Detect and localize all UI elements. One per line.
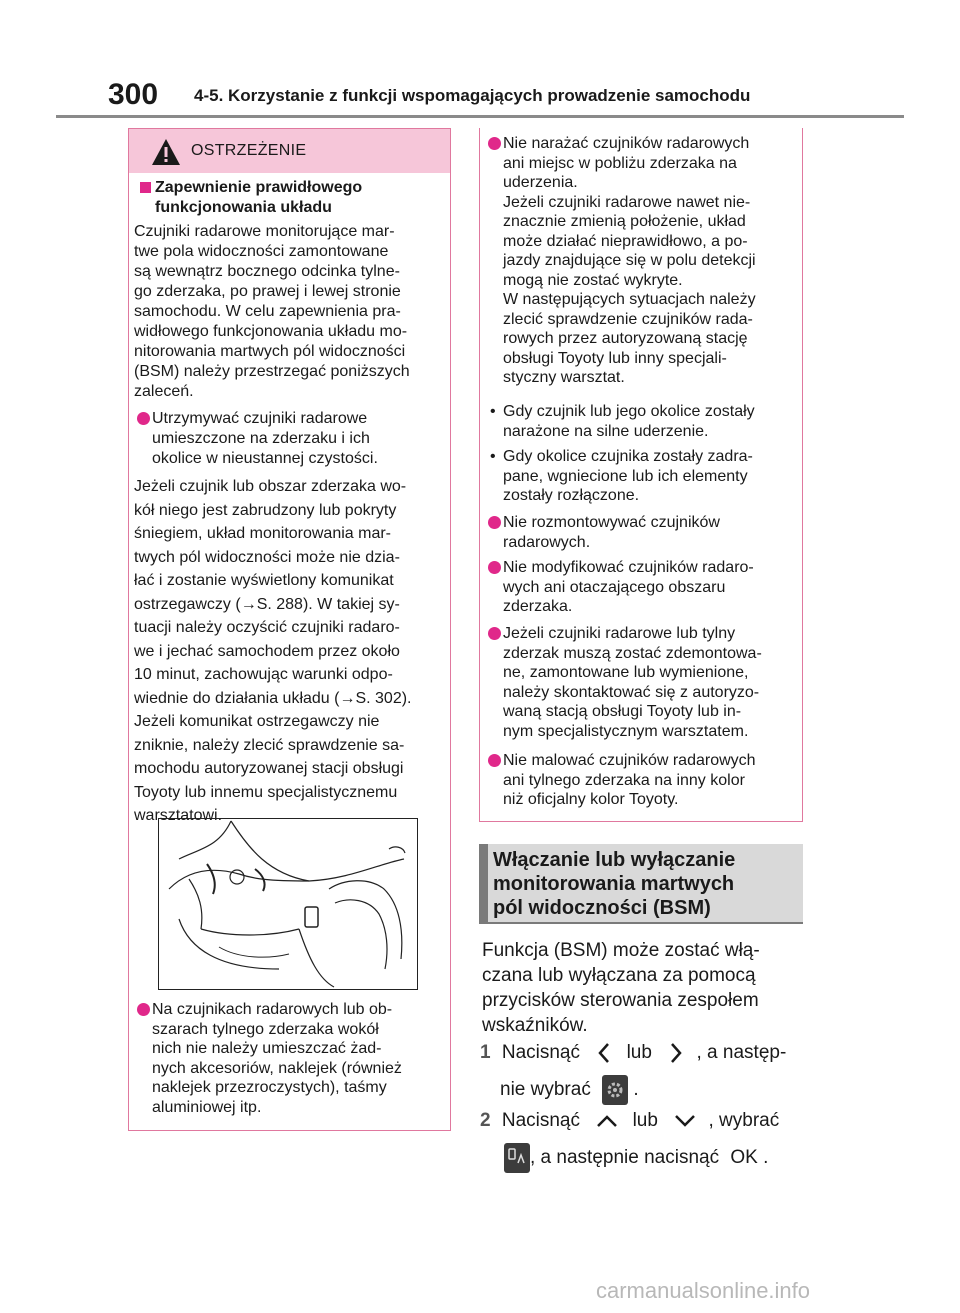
bullet-dot-icon — [488, 627, 501, 640]
car-rear-illustration — [158, 818, 418, 990]
warning-title: OSTRZEŻENIE — [191, 142, 307, 159]
body-paragraph: Funkcja (BSM) może zostać włą- czana lub wyłączana za pomocą przycisków sterowania zespołem wskaźników. — [482, 940, 760, 1036]
cleaning-paragraph: Jeżeli czujnik lub obszar zderzaka wo- kół niego jest zabrudzony lub pokryty śniegiem, układ monitorowania mar- twych pól widoczności może nie dzia- łać i zostanie wyświetlony komunikat ostrzegawczy (→S. 288). W takiej sy- tuacji należy oczyścić czujniki radaro- we i jechać samochodem przez około 10 minut, zachowując warunki odpo- wiednie do działania układu (→S. 302). Jeżeli komunikat ostrzegawczy nie zniknie, należy zlecić sprawdzenie sa- mochodu autoryzowanej stacji obsługi Toyoty lub innemu specjalistycznemu warsztatowi. — [134, 478, 412, 824]
section-title: Zapewnienie prawidłowego funkcjonowania układu — [140, 178, 440, 218]
square-bullet-icon — [140, 182, 151, 193]
step-1: 1 Nacisnąć lub , a następ- — [480, 1042, 787, 1063]
intro-paragraph: Czujniki radarowe monitorujące mar- twe pola widoczności zamontowane są wewnątrz bocznego odcinka tylne- go zderzaka, po prawej i lewej stronie samochodu. W celu zapewnienia pra- widłowego funkcjonowania układu mo- nitorowania martwych pól widoczności (BSM) należy przestrzegać poniższych zaleceń. — [134, 223, 410, 400]
watermark: carmanualsonline.info — [596, 1278, 811, 1303]
bullet-item: Nie narażać czujników radarowych ani miejsc w pobliżu zderzaka na uderzenia. Jeżeli czujniki radarowe nawet nie- znacznie zmienią położenie, układ może działać nieprawidłowo, a po- jazdy znajdujące się w polu detekcji mogą nie zostać wykryte. W następujących sytuacjach należy zlecić sprawdzenie czujników rada- rowych przez autoryzowaną stację obsługi Toyoty lub inny specjali- styczny warsztat. — [488, 134, 800, 388]
bullet-dot-icon — [137, 1003, 150, 1016]
chevron-right-icon — [667, 1041, 685, 1065]
page-number: 300 — [108, 78, 159, 111]
settings-gear-icon — [602, 1075, 628, 1105]
bullet-dot-icon — [488, 561, 501, 574]
car-rear-drawing — [159, 819, 417, 989]
bullet-item: Utrzymywać czujniki radarowe umieszczone na zderzaku i ich okolice w nieustannej czystości. — [137, 409, 447, 469]
step-2-continued: , a następnie nacisnąć OK . — [504, 1143, 800, 1173]
bullet-item: Jeżeli czujniki radarowe lub tylny zderzak muszą zostać zdemontowa- ne, zamontowane lub wymienione, należy skontaktować się z autoryzo- waną stacją obsługi Toyoty lub in- nym specjalistycznym warsztatem. — [488, 624, 800, 741]
bullet-item: Nie malować czujników radarowych ani tylnego zderzaka na inny kolor niż oficjalny kolor Toyoty. — [488, 751, 800, 810]
bullet-item: Nie rozmontowywać czujników radarowych. — [488, 513, 800, 552]
ok-button-label: OK — [730, 1147, 758, 1169]
sub-bullet-item: • Gdy okolice czujnika zostały zadra- pane, wgniecione lub ich elementy zostały rozłączone. — [490, 448, 753, 504]
bullet-dot-icon — [137, 412, 150, 425]
chevron-down-icon — [673, 1113, 697, 1129]
step-1-continued: nie wybrać . — [500, 1075, 800, 1105]
bullet-dot-icon — [488, 516, 501, 529]
bullet-item: Nie modyfikować czujników radaro- wych ani otaczającego obszaru zderzaka. — [488, 558, 800, 617]
warning-triangle-icon — [151, 138, 181, 166]
section-heading: Włączanie lub wyłączanie monitorowania martwych pól widoczności (BSM) — [479, 844, 803, 924]
chevron-left-icon — [595, 1041, 613, 1065]
header-rule — [56, 115, 904, 118]
warning-header — [129, 129, 450, 173]
bullet-item: Na czujnikach radarowych lub ob- szarach tylnego zderzaka wokół nich nie należy umieszczać żad- nych akcesoriów, naklejek (również naklejek przezroczystych), taśmy aluminiowej itp. — [137, 1000, 447, 1117]
running-head: 4-5. Korzystanie z funkcji wspomagających prowadzenie samochodu — [194, 86, 751, 105]
chevron-up-icon — [595, 1113, 619, 1129]
bullet-dot-icon — [488, 137, 501, 150]
bsm-icon — [504, 1143, 530, 1173]
step-2: 2 Nacisnąć lub , wybrać — [480, 1110, 780, 1131]
sub-bullet-item: • Gdy czujnik lub jego okolice zostały narażone na silne uderzenie. — [490, 403, 755, 440]
bullet-dot-icon — [488, 754, 501, 767]
